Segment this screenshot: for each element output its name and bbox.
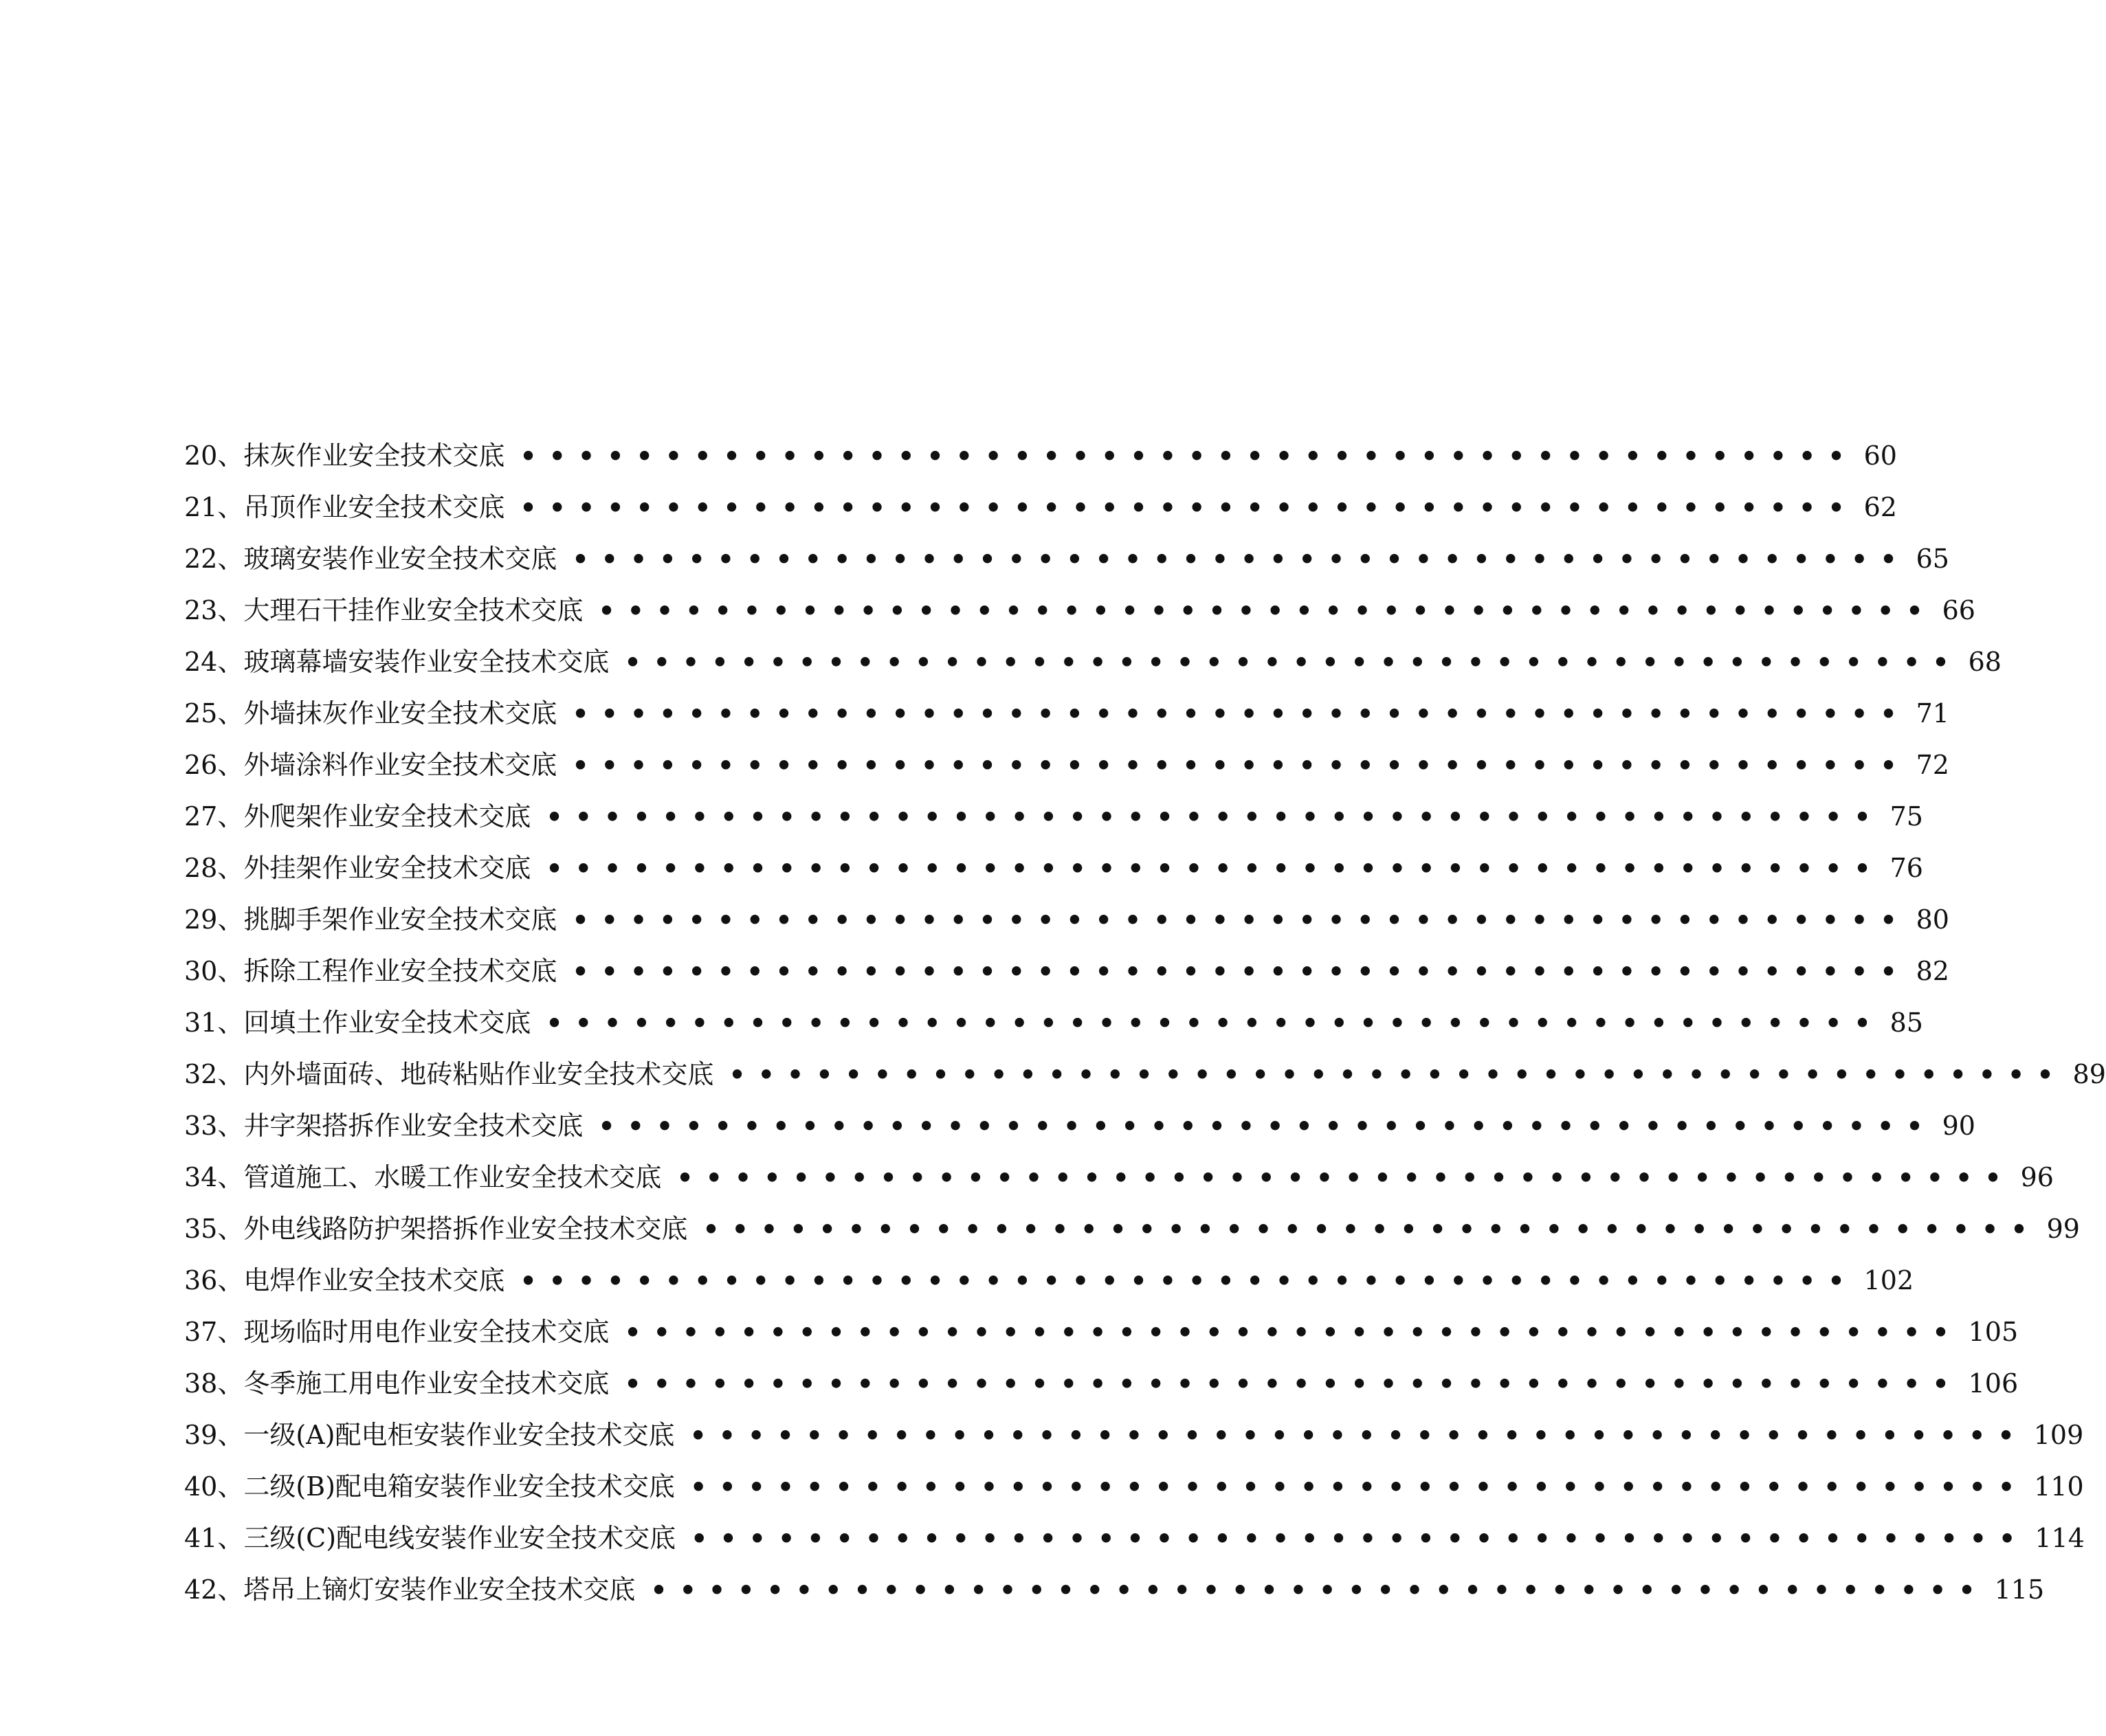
dot-leader: •••••••••••••••••••••••••••••••••••••••••••••• [520, 492, 1857, 523]
toc-entry[interactable] [184, 739, 1949, 791]
dot-leader: •••••••••••••••••••••••••••••••••••••••••••••• [546, 801, 1883, 832]
toc-entry-page: 80 [1916, 904, 1949, 935]
toc-entry-page: 110 [2034, 1471, 2084, 1502]
dot-leader: •••••••••••••••••••••••••••••••••••••••••••••• [520, 1265, 1857, 1296]
toc-entry-title: 23、大理石干挂作业安全技术交底 [184, 595, 584, 625]
dot-leader: •••••••••••••••••••••••••••••••••••••••••••••• [572, 904, 1909, 935]
toc-entry-title: 40、二级(B)配电箱安装作业安全技术交底 [184, 1471, 675, 1502]
toc-entry-page: 76 [1889, 853, 1923, 883]
dot-leader: •••••••••••••••••••••••••••••••••••••••••••••• [598, 595, 1936, 626]
table-of-contents [184, 430, 2106, 1616]
toc-entry[interactable] [184, 688, 1949, 739]
toc-entry-title: 41、三级(C)配电线安装作业安全技术交底 [184, 1523, 676, 1553]
toc-entry[interactable] [184, 997, 1923, 1049]
toc-entry-page: 102 [1863, 1265, 1914, 1295]
dot-leader: •••••••••••••••••••••••••••••••••••••••••••••• [598, 1111, 1936, 1142]
toc-entry-page: 82 [1916, 956, 1949, 986]
toc-entry[interactable] [184, 1461, 2084, 1513]
dot-leader: •••••••••••••••••••••••••••••••••••••••••••••• [572, 698, 1909, 729]
toc-entry-page: 109 [2033, 1420, 2084, 1450]
dot-leader: •••••••••••••••••••••••••••••••••••••••••••••• [624, 1368, 1962, 1399]
toc-entry-title: 38、冬季施工用电作业安全技术交底 [184, 1368, 610, 1399]
toc-entry[interactable] [184, 1358, 2019, 1410]
toc-entry-page: 71 [1916, 698, 1949, 728]
toc-entry-title: 25、外墙抹灰作业安全技术交底 [184, 698, 557, 728]
toc-entry-title: 42、塔吊上镝灯安装作业安全技术交底 [184, 1574, 636, 1605]
dot-leader: •••••••••••••••••••••••••••••••••••••••••••••• [572, 956, 1909, 987]
toc-entry-page: 96 [2020, 1162, 2054, 1192]
toc-entry-page: 105 [1968, 1317, 2019, 1347]
toc-entry-title: 30、拆除工程作业安全技术交底 [184, 956, 557, 986]
dot-leader: •••••••••••••••••••••••••••••••••••••••••••••• [702, 1214, 2040, 1245]
toc-entry-title: 36、电焊作业安全技术交底 [184, 1265, 505, 1295]
toc-entry[interactable] [184, 1152, 2054, 1203]
dot-leader: •••••••••••••••••••••••••••••••••••••••••••••• [546, 853, 1883, 884]
toc-entry-title: 21、吊顶作业安全技术交底 [184, 492, 505, 522]
dot-leader: •••••••••••••••••••••••••••••••••••••••••••••• [624, 647, 1962, 678]
toc-entry[interactable] [184, 430, 1897, 482]
dot-leader: •••••••••••••••••••••••••••••••••••••••••••••• [572, 750, 1909, 781]
dot-leader: •••••••••••••••••••••••••••••••••••••••••••••• [572, 544, 1909, 575]
toc-entry[interactable] [184, 894, 1949, 946]
toc-entry[interactable] [184, 791, 1923, 843]
toc-entry[interactable] [184, 636, 2002, 688]
toc-entry-page: 66 [1942, 595, 1975, 625]
dot-leader: •••••••••••••••••••••••••••••••••••••••••••••• [676, 1162, 2014, 1193]
toc-entry-title: 20、抹灰作业安全技术交底 [184, 441, 505, 471]
toc-entry-page: 99 [2046, 1214, 2080, 1244]
toc-entry[interactable] [184, 946, 1949, 997]
toc-entry-page: 62 [1863, 492, 1897, 522]
toc-entry-title: 34、管道施工、水暖工作业安全技术交底 [184, 1162, 662, 1192]
toc-entry[interactable] [184, 1410, 2084, 1461]
toc-entry[interactable] [184, 533, 1949, 585]
toc-entry[interactable] [184, 1255, 1914, 1306]
toc-entry-page: 90 [1942, 1111, 1975, 1141]
dot-leader: •••••••••••••••••••••••••••••••••••••••••••••• [624, 1317, 1962, 1348]
toc-entry-page: 60 [1863, 441, 1897, 471]
toc-entry-title: 35、外电线路防护架搭拆作业安全技术交底 [184, 1214, 688, 1244]
toc-entry-title: 26、外墙涂料作业安全技术交底 [184, 750, 557, 780]
toc-entry-title: 27、外爬架作业安全技术交底 [184, 801, 531, 832]
toc-entry-page: 115 [1994, 1574, 2045, 1605]
toc-entry[interactable] [184, 1203, 2080, 1255]
dot-leader: •••••••••••••••••••••••••••••••••••••••••••••• [650, 1574, 1988, 1605]
toc-entry-title: 29、挑脚手架作业安全技术交底 [184, 904, 557, 935]
toc-entry-title: 22、玻璃安装作业安全技术交底 [184, 544, 557, 574]
toc-entry-page: 68 [1968, 647, 2002, 677]
dot-leader: •••••••••••••••••••••••••••••••••••••••••••••• [689, 1471, 2028, 1502]
toc-entry[interactable] [184, 1100, 1975, 1152]
dot-leader: •••••••••••••••••••••••••••••••••••••••••••••• [689, 1420, 2027, 1451]
toc-entry[interactable] [184, 1564, 2045, 1616]
toc-entry-page: 65 [1916, 544, 1949, 574]
dot-leader: •••••••••••••••••••••••••••••••••••••••••••••• [546, 1008, 1883, 1038]
toc-entry-title: 32、内外墙面砖、地砖粘贴作业安全技术交底 [184, 1059, 714, 1089]
dot-leader: •••••••••••••••••••••••••••••••••••••••••••••• [520, 441, 1857, 471]
toc-entry-page: 85 [1889, 1008, 1923, 1038]
toc-entry[interactable] [184, 585, 1975, 636]
toc-entry-page: 75 [1889, 801, 1923, 832]
toc-entry[interactable] [184, 482, 1897, 533]
dot-leader: •••••••••••••••••••••••••••••••••••••••••••••• [729, 1059, 2066, 1090]
toc-entry-page: 89 [2072, 1059, 2106, 1089]
toc-entry-page: 106 [1968, 1368, 2019, 1399]
dot-leader: •••••••••••••••••••••••••••••••••••••••••••••• [691, 1523, 2028, 1554]
toc-entry-title: 24、玻璃幕墙安装作业安全技术交底 [184, 647, 610, 677]
toc-entry[interactable] [184, 1049, 2106, 1100]
toc-entry-title: 33、井字架搭拆作业安全技术交底 [184, 1111, 584, 1141]
toc-entry-page: 72 [1916, 750, 1949, 780]
toc-entry-title: 37、现场临时用电作业安全技术交底 [184, 1317, 610, 1347]
toc-entry[interactable] [184, 1513, 2085, 1564]
toc-entry-title: 28、外挂架作业安全技术交底 [184, 853, 531, 883]
toc-entry-page: 114 [2035, 1523, 2085, 1553]
toc-entry[interactable] [184, 843, 1923, 894]
toc-entry-title: 39、一级(A)配电柜安装作业安全技术交底 [184, 1420, 675, 1450]
toc-entry-title: 31、回填土作业安全技术交底 [184, 1008, 531, 1038]
toc-entry[interactable] [184, 1306, 2019, 1358]
